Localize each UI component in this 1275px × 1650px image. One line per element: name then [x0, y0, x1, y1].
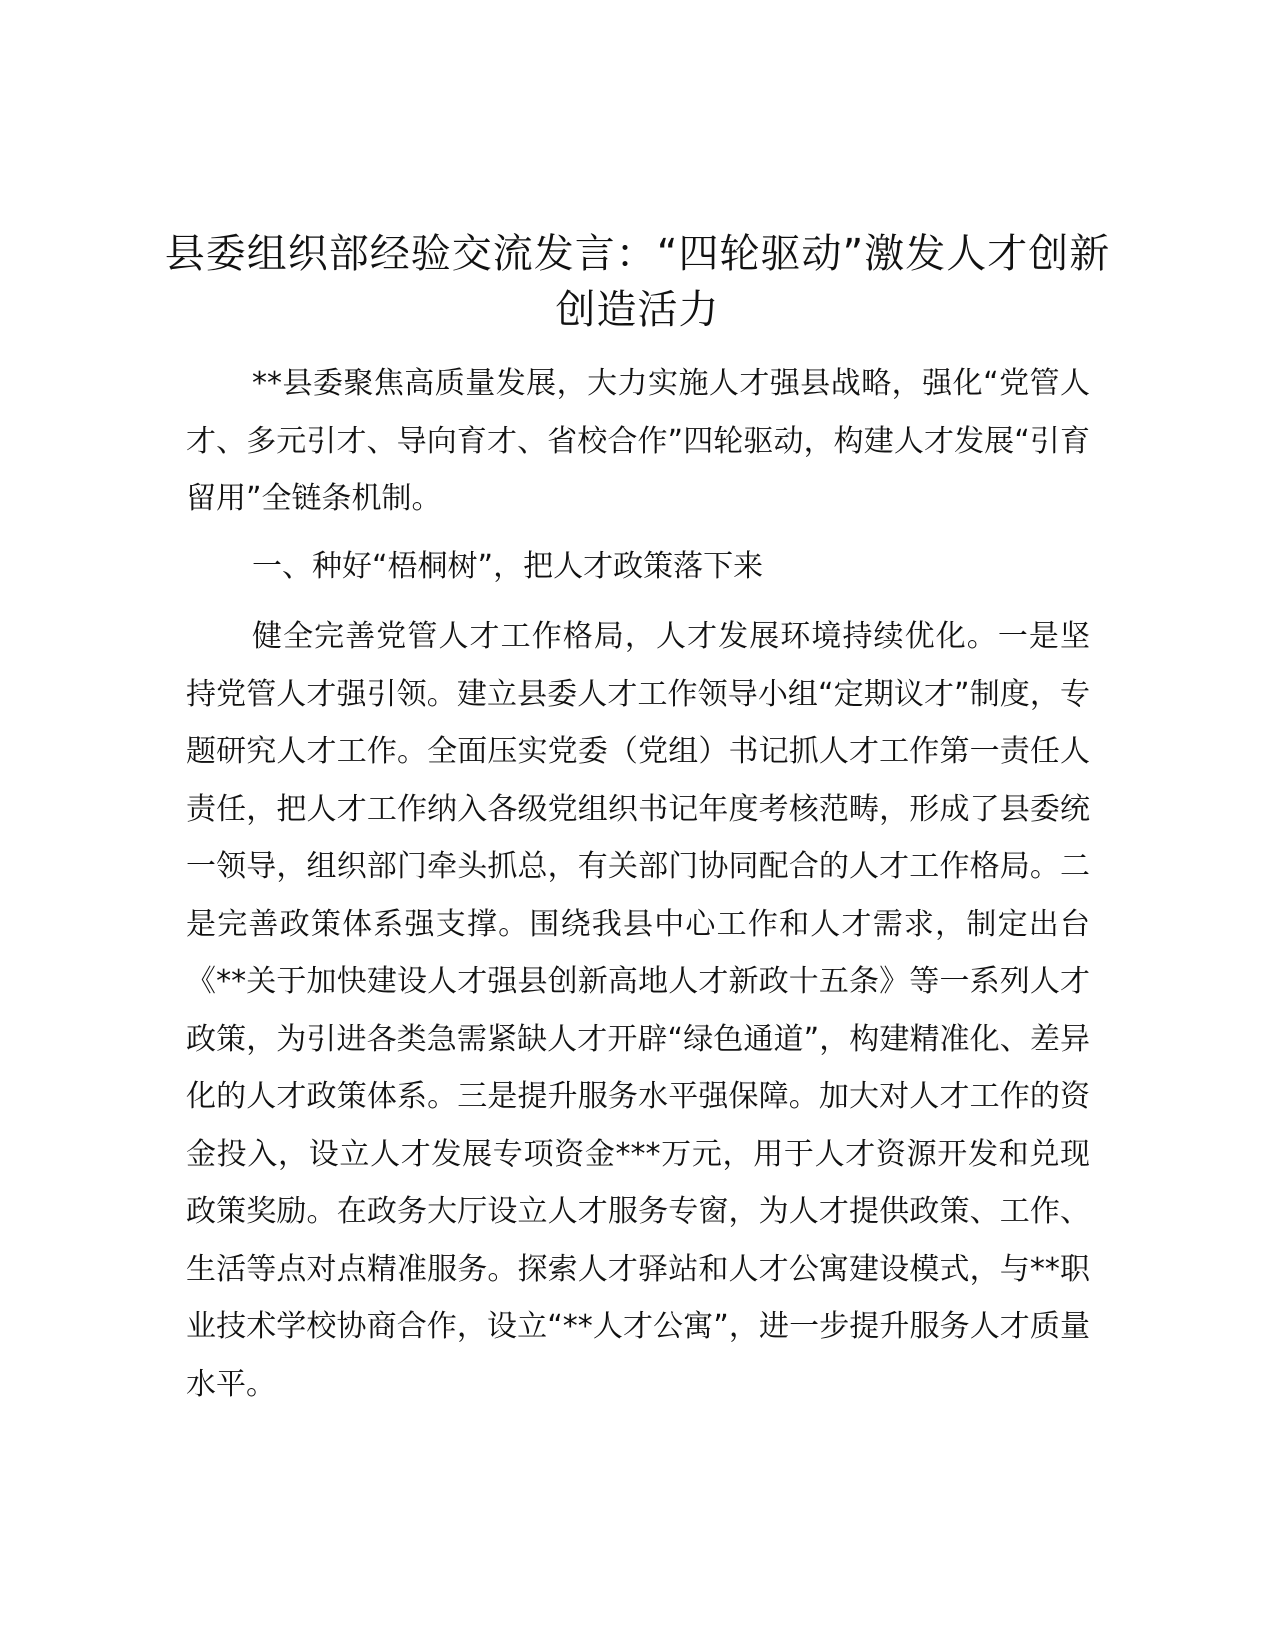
intro-paragraph: **县委聚焦高质量发展，大力实施人才强县战略，强化“党管人才、多元引才、导向育才、省校合作”四轮驱动，构建人才发展“引育留用”全链条机制。	[186, 366, 1090, 516]
section-heading: 一、种好“梧桐树”，把人才政策落下来	[252, 549, 764, 584]
section-body-paragraph: 健全完善党管人才工作格局，人才发展环境持续优化。一是坚持党管人才强引领。建立县委人才工作领导小组“定期议才”制度，专题研究人才工作。全面压实党委（党组）书记抓人才工作第一责任人责任，把人才工作纳入各级党组织书记年度考核范畴，形成了县委统一领导，组织部门牵头抓总，有关部门协同配合的人才工作格局。二是完善政策体系强支撑。围绕我县中心工作和人才需求，制定出台《**关于加快建设人才强县创新高地人才新政十五条》等一系列人才政策，为引进各类急需紧缺人才开辟“绿色通道”，构建精准化、差异化的人才政策体系。三是提升服务水平强保障。加大对人才工作的资金投入，设立人才发展专项资金***万元，用于人才资源开发和兑现政策奖励。在政务大厅设立人才服务专窗，为人才提供政策、工作、生活等点对点精准服务。探索人才驿站和人才公寓建设模式，与**职业技术学校协商合作，设立“**人才公寓”，进一步提升服务人才质量水平。	[186, 619, 1090, 1402]
document-title: 县委组织部经验交流发言：“四轮驱动”激发人才创新创造活力	[164, 231, 1111, 333]
